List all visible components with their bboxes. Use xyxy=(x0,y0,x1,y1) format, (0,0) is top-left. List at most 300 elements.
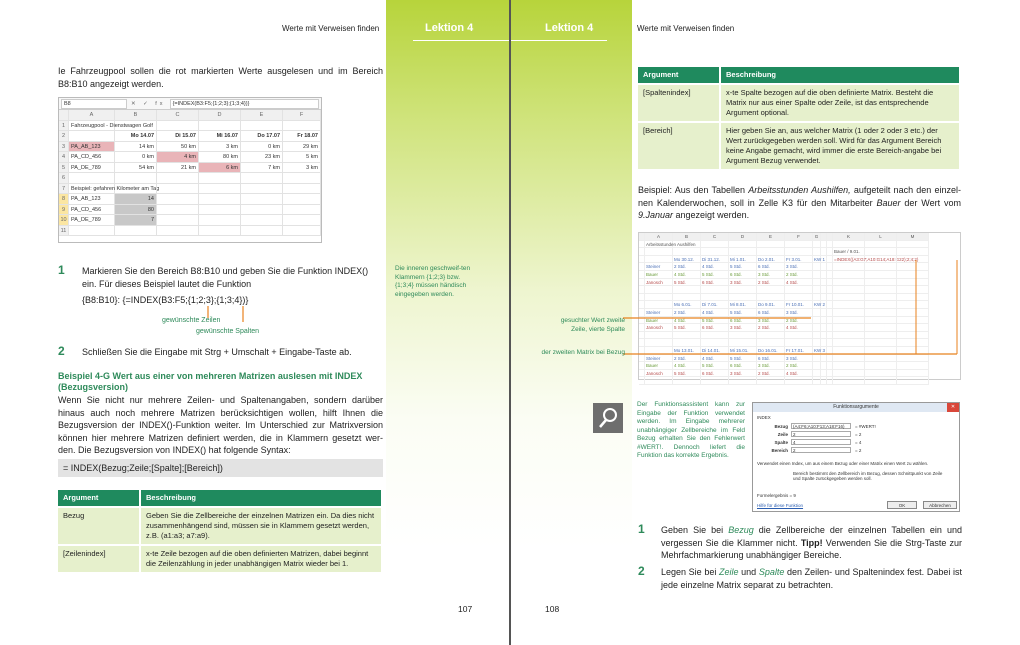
argument-table-right xyxy=(638,67,961,169)
grid-cell: Mo 30.12. xyxy=(673,256,701,264)
step1-text-a: Geben Sie bei xyxy=(661,525,729,535)
step1-text-c: Verwenden Sie die Strg-Taste zur Mehrfachmarkierung unabhängiger Bereiche. xyxy=(661,537,962,560)
example-text-d: angezeigt werden. xyxy=(673,210,750,220)
dialog-arg-row xyxy=(757,431,861,437)
grid-cell: 4 Std. xyxy=(701,309,729,317)
grid-cell: 2 Std. xyxy=(673,355,701,363)
cell-argument: [Zeilenindex] xyxy=(58,545,140,572)
grid-cell: Fr 18.07 xyxy=(283,131,321,142)
arg-input[interactable]: (A4:F6;A10:F13;A18:F16) xyxy=(791,423,851,429)
grid-cell: Mo 14.07 xyxy=(115,131,157,142)
running-head-right: Werte mit Verweisen finden xyxy=(637,24,735,33)
grid-cell: 5 Std. xyxy=(673,324,701,332)
ok-button[interactable]: OK xyxy=(887,501,917,509)
grid-cell: Beispiel: gefahren Kilometer am Tag xyxy=(69,184,115,195)
arg-input[interactable]: 4 xyxy=(791,439,851,445)
grid-cell xyxy=(157,184,199,195)
grid-cell: PA_AB_123 xyxy=(69,194,115,205)
grid-cell: 3 Std. xyxy=(757,317,785,325)
grid-cell: PA_CD_456 xyxy=(69,152,115,163)
grid-cell: KW 3 xyxy=(814,347,826,353)
grid-cell xyxy=(283,215,321,226)
formula-result-text: Formelergebnis = 9 xyxy=(757,493,796,498)
dialog-help-link[interactable] xyxy=(757,503,803,508)
arg-result: = 2 xyxy=(855,447,862,453)
grid-cell: 4 Std. xyxy=(785,279,813,287)
table-header-row xyxy=(638,67,960,84)
arg-label: Spalte xyxy=(774,439,788,445)
cell-argument: Bezug xyxy=(58,507,140,545)
lektion-underline-left xyxy=(413,40,509,41)
margin-note-value: gesuchter Wert zweite Zeile, vierte Spalte xyxy=(560,317,625,333)
lektion-underline-right xyxy=(511,40,607,41)
grid-cell: 5 Std. xyxy=(673,279,701,287)
grid-cell: PA_CD_456 xyxy=(69,205,115,216)
grid-cell xyxy=(157,194,199,205)
grid-cell xyxy=(785,377,813,385)
grid-cell: Di 15.07 xyxy=(157,131,199,142)
grid-cell xyxy=(199,121,241,132)
grid-cell: Fr 3.01. xyxy=(785,256,813,264)
grid-cell: 6 Std. xyxy=(701,279,729,287)
cell-description: x-te Spalte bezogen auf die oben definierte Matrix. Besteht die Matrix nur aus einer Spalte oder Zeile, ist das entsprechende Argument optional. xyxy=(720,84,960,122)
grid-cell: 4 Std. xyxy=(673,362,701,370)
grid-cell xyxy=(69,131,115,142)
grid-cell xyxy=(865,362,897,370)
column-header: C xyxy=(157,110,199,121)
close-icon[interactable]: ✕ xyxy=(947,403,959,412)
step1-em: Bezug xyxy=(728,525,754,535)
grid-cell xyxy=(241,215,283,226)
page-number-left: 107 xyxy=(458,604,473,614)
grid-cell xyxy=(157,121,199,132)
grid-cell xyxy=(283,205,321,216)
example-em-3: 9.Januar xyxy=(638,210,674,220)
left-page xyxy=(0,0,509,645)
grid-cell xyxy=(813,377,821,385)
grid-cell: 14 xyxy=(115,194,157,205)
grid-cell: 4 Std. xyxy=(785,324,813,332)
grid-cell: 5 Std. xyxy=(673,370,701,378)
grid-cell: KW 1 xyxy=(814,256,826,262)
column-header: A xyxy=(645,233,673,241)
column-header xyxy=(59,110,69,121)
example-em-2: Bauer xyxy=(876,197,901,208)
annotation-cols: gewünschte Spalten xyxy=(196,328,260,335)
grid-cell: Steiner xyxy=(645,355,673,363)
grid-cell: 6 Std. xyxy=(757,263,785,271)
arg-input[interactable]: 2 xyxy=(791,447,851,453)
grid-cell: Mo 13.01. xyxy=(673,347,701,355)
grid-cell xyxy=(69,226,115,237)
cell-argument: [Bereich] xyxy=(638,122,720,169)
grid-cell xyxy=(115,121,157,132)
grid-cell xyxy=(897,241,929,249)
grid-cell: 2 Std. xyxy=(757,279,785,287)
grid-cell: 6 Std. xyxy=(729,362,757,370)
grid-cell xyxy=(785,241,813,249)
annotation-rows: gewünschte Zeilen xyxy=(162,317,221,324)
grid-cell: 80 km xyxy=(199,152,241,163)
grid-cell: Fr 10.01. xyxy=(785,301,813,309)
grid-cell: 3 Std. xyxy=(785,263,813,271)
example-text-b: aufgeteilt nach den einzel-nen Kalenderwochen, soll in Zelle K3 für den Mitarbeiter xyxy=(638,185,961,208)
grid-cell xyxy=(283,226,321,237)
grid-cell xyxy=(199,226,241,237)
step-number-1: 1 xyxy=(58,263,65,277)
formula-input[interactable]: {=INDEX(B3:F5;{1;2;3};{1;3;4})} xyxy=(170,99,319,109)
grid-cell: KW 2 xyxy=(814,302,826,308)
grid-cell: 2 Std. xyxy=(757,370,785,378)
grid-cell: 4 km xyxy=(157,152,199,163)
formula-bar xyxy=(59,98,321,110)
column-header: A xyxy=(69,110,115,121)
page-number-right: 108 xyxy=(545,604,560,614)
grid-cell: 6 Std. xyxy=(729,271,757,279)
syntax-box: = INDEX(Bezug;Zeile;[Spalte];[Bereich]) xyxy=(58,459,383,477)
intro-paragraph: Ie Fahrzeugpool sollen die rot markierten Werte ausgelesen und im Bereich B8:B10 angezeigt werden. xyxy=(58,66,383,89)
dialog-desc-text: Verwendet einen Index, um aus einem Bezug oder einer Matrix einen Wert zu wählen. xyxy=(757,461,929,466)
grid-cell: 6 Std. xyxy=(701,324,729,332)
callout-lines xyxy=(511,250,1020,360)
grid-cell: 80 xyxy=(115,205,157,216)
grid-cell: 4 Std. xyxy=(701,355,729,363)
cell-description: Hier geben Sie an, aus welcher Matrix (1 oder 2 oder 3 etc.) der Wert zurückgegeben werden soll. Wird für das Argument Bereich keine Angabe gemacht, wird immer die erste Bereich-angabe bei Argument Bezug verwendet. xyxy=(720,122,960,169)
row-header: 8 xyxy=(59,194,69,205)
dialog-title: Funktionsargumente xyxy=(833,404,879,410)
column-header: B xyxy=(115,110,157,121)
row-header: 11 xyxy=(59,226,69,237)
grid-cell xyxy=(283,194,321,205)
step-number-2: 2 xyxy=(58,344,65,358)
column-header: F xyxy=(785,233,813,241)
column-header: E xyxy=(757,233,785,241)
step2-em-2: Spalte xyxy=(758,567,785,577)
grid-cell xyxy=(645,377,673,385)
col-header-beschreibung: Beschreibung xyxy=(720,67,960,84)
grid-cell: 5 Std. xyxy=(729,263,757,271)
grid-cell: 3 Std. xyxy=(785,309,813,317)
grid-cell xyxy=(757,241,785,249)
example-paragraph: Wenn Sie nicht nur mehrere Zeilen- und Spaltenangaben, sondern darüber hinaus auch noch mehrere Matrizen berücksichtigen wollen, hilft Ihnen die Bezugsversion der INDEX()-Funktion weiter. Im Unterschied zur Matrixversion können hier mehrere Matrizen definiert werden, die in Klammern gesetzt wer-den. Die Bezugsversion von INDEX() hat folgende Syntax: xyxy=(58,395,383,455)
magnifier-icon xyxy=(593,403,623,433)
function-arguments-dialog xyxy=(752,402,960,512)
grid-cell: 50 km xyxy=(157,142,199,153)
column-header: F xyxy=(283,110,321,121)
column-header: G xyxy=(813,233,821,241)
grid-cell xyxy=(115,173,157,184)
column-header: C xyxy=(701,233,729,241)
column-header: B xyxy=(673,233,701,241)
example-paragraph-right xyxy=(638,184,961,222)
dialog-description xyxy=(757,461,957,466)
step-2-text-right xyxy=(661,566,962,591)
grid-cell: 3 Std. xyxy=(785,355,813,363)
arg-input[interactable]: 2 xyxy=(791,431,851,437)
grid-cell xyxy=(157,226,199,237)
grid-cell: Fr 17.01. xyxy=(785,347,813,355)
grid-cell: 23 km xyxy=(241,152,283,163)
grid-cell xyxy=(241,184,283,195)
grid-cell xyxy=(833,241,865,249)
step1-text-b: die Zellbereiche der einzelnen Tabellen ein und vergessen Sie die Klammer nicht. xyxy=(661,525,963,548)
grid-cell: 5 km xyxy=(283,152,321,163)
lektion-label-left: Lektion 4 xyxy=(425,22,474,34)
column-header: E xyxy=(241,110,283,121)
lektion-label-right: Lektion 4 xyxy=(545,22,594,34)
step-1-formula: {B8:B10}: {=INDEX(B3:F5;{1;2;3};{1;3;4})} xyxy=(82,295,249,305)
grid-cell: 3 Std. xyxy=(729,370,757,378)
dialog-titlebar xyxy=(753,403,959,412)
arg-result: = 2 xyxy=(855,431,862,437)
step2-text-a: Legen Sie bei xyxy=(661,567,719,577)
table-header-row xyxy=(58,490,382,507)
grid-cell: Di 7.01. xyxy=(701,301,729,309)
step-number-1-right: 1 xyxy=(638,522,645,536)
grid-cell: Arbeitsstunden Aushilfen xyxy=(646,241,696,247)
grid-cell: Janosch xyxy=(645,279,673,287)
help-link-text[interactable]: Hilfe für diese Funktion xyxy=(757,503,804,508)
grid-cell xyxy=(833,377,865,385)
grid-cell xyxy=(199,184,241,195)
column-header: L xyxy=(865,233,897,241)
grid-cell: 7 km xyxy=(241,163,283,174)
grid-cell: PA_DE_789 xyxy=(69,163,115,174)
grid-cell: 4 Std. xyxy=(673,317,701,325)
grid-cell: =INDEX((A3:G7;A10:G14;A18:G22);2;4;2) xyxy=(834,256,919,262)
cell-description: Geben Sie die Zellbereiche der einzelnen Matrizen ein. Da dies nicht zusammenhängend sind, müssen sie in Klammern gesetzt werden, z.B. (a1:a3; a7:a9). xyxy=(140,507,382,545)
step-1-text-right xyxy=(661,524,962,562)
grid-cell: 6 Std. xyxy=(757,355,785,363)
grid-cell xyxy=(157,173,199,184)
grid-cell xyxy=(897,370,929,378)
row-header: 7 xyxy=(59,184,69,195)
grid-cell xyxy=(241,226,283,237)
grid-cell: 3 Std. xyxy=(729,279,757,287)
grid-cell xyxy=(673,241,701,249)
grid-cell: 3 Std. xyxy=(729,324,757,332)
grid-cell: 2 Std. xyxy=(673,263,701,271)
grid-cell: Mi 15.01. xyxy=(729,347,757,355)
step-1-text: Markieren Sie den Bereich B8:B10 und geben Sie die Funktion INDEX() ein. Für dieses Beispiel lautet die Funktion xyxy=(82,266,369,289)
grid-cell: 2 Std. xyxy=(785,317,813,325)
grid-cell: 4 Std. xyxy=(785,370,813,378)
arg-result: = 4 xyxy=(855,439,862,445)
grid-cell: 4 Std. xyxy=(673,271,701,279)
step2-text-b: und xyxy=(738,567,759,577)
grid-cell: 6 Std. xyxy=(757,309,785,317)
grid-cell: 3 km xyxy=(199,142,241,153)
grid-cell: 3 Std. xyxy=(757,271,785,279)
grid-cell: 2 Std. xyxy=(673,309,701,317)
row-header: 1 xyxy=(59,121,69,132)
grid-cell xyxy=(157,205,199,216)
grid-cell: 3 Std. xyxy=(757,362,785,370)
grid-cell xyxy=(673,377,701,385)
grid-cell xyxy=(701,241,729,249)
spreadsheet-grid xyxy=(59,110,321,236)
grid-cell: 6 km xyxy=(199,163,241,174)
grid-cell xyxy=(199,205,241,216)
col-header-argument: Argument xyxy=(58,490,140,507)
column-header: D xyxy=(729,233,757,241)
row-header: 4 xyxy=(59,152,69,163)
arg-label: Bezug xyxy=(774,423,788,429)
margin-note-brackets: Die inneren geschweif-ten Klammern {1;2;3} bzw. {1;3;4} müssen händisch eingegeben werden. xyxy=(395,265,471,298)
grid-cell xyxy=(241,205,283,216)
right-page xyxy=(511,0,1020,645)
grid-cell: PA_DE_789 xyxy=(69,215,115,226)
grid-cell xyxy=(729,377,757,385)
example-heading: Beispiel 4-G Wert aus einer von mehreren Matrizen auslesen mit INDEX (Bezugsversion) xyxy=(58,371,363,392)
grid-cell xyxy=(865,241,897,249)
step-2-text: Schließen Sie die Eingabe mit Strg + Umschalt + Eingabe-Taste ab. xyxy=(82,347,352,357)
grid-cell xyxy=(833,370,865,378)
grid-cell: 2 Std. xyxy=(757,324,785,332)
grid-cell xyxy=(813,241,821,249)
grid-cell: Fahrzeugpool - Dienstwagen Golf xyxy=(69,121,115,132)
grid-cell: 2 Std. xyxy=(785,362,813,370)
grid-cell: 6 Std. xyxy=(701,370,729,378)
margin-note-bezug: der zweiten Matrix bei Bezug xyxy=(541,349,625,356)
example-text-c: der Wert vom xyxy=(900,197,961,208)
grid-cell: 5 Std. xyxy=(729,355,757,363)
step1-tip: Tipp! xyxy=(800,537,823,548)
lektion-tab-left xyxy=(386,0,509,645)
grid-cell: Bauer xyxy=(645,317,673,325)
name-box[interactable]: B8 xyxy=(61,99,127,109)
grid-cell: Do 16.01. xyxy=(757,347,785,355)
col-header-beschreibung: Beschreibung xyxy=(140,490,382,507)
grid-cell xyxy=(813,362,821,370)
grid-cell xyxy=(897,362,929,370)
dialog-description-2 xyxy=(793,471,943,481)
grid-cell xyxy=(729,241,757,249)
column-header: M xyxy=(897,233,929,241)
grid-cell: Janosch xyxy=(645,324,673,332)
grid-cell: 7 xyxy=(115,215,157,226)
grid-cell: Do 9.01. xyxy=(757,301,785,309)
grid-cell: 6 Std. xyxy=(729,317,757,325)
table-row xyxy=(58,507,382,545)
grid-cell xyxy=(199,194,241,205)
cell-argument: [Spaltenindex] xyxy=(638,84,720,122)
grid-cell xyxy=(833,362,865,370)
row-header: 2 xyxy=(59,131,69,142)
col-header-argument: Argument xyxy=(638,67,720,84)
grid-cell xyxy=(897,377,929,385)
grid-cell: Bauer xyxy=(645,362,673,370)
grid-cell: 5 Std. xyxy=(701,362,729,370)
grid-cell xyxy=(283,121,321,132)
argument-table-left xyxy=(58,490,383,572)
grid-cell: 0 km xyxy=(241,142,283,153)
dialog-desc2-text: Bereich bestimmt den Zellbereich im Bezug, dessen Schnittpunkt von Zeile und Spalte zurückgegeben werden soll. xyxy=(793,471,943,481)
example-text-a: Beispiel: Aus den Tabellen xyxy=(638,185,749,195)
grid-cell: 0 km xyxy=(115,152,157,163)
grid-cell xyxy=(865,377,897,385)
grid-cell: 3 km xyxy=(283,163,321,174)
grid-cell xyxy=(283,173,321,184)
grid-cell xyxy=(241,121,283,132)
fx-icon: ✕ ✓ fx xyxy=(131,100,166,107)
grid-cell: 29 km xyxy=(283,142,321,153)
column-header: D xyxy=(199,110,241,121)
cell-description: x-te Zeile bezogen auf die oben definierten Matrizen, dabei beginnt die Zeilenzählung in jeder unabhängigen Matrix wieder bei 1. xyxy=(140,545,382,572)
arg-label: Zeile xyxy=(777,431,788,437)
grid-cell: Bauer / 9.01. xyxy=(833,248,865,256)
row-header: 9 xyxy=(59,205,69,216)
table-row xyxy=(638,122,960,169)
grid-cell: Mi 16.07 xyxy=(199,131,241,142)
grid-cell xyxy=(283,184,321,195)
grid-cell xyxy=(157,215,199,226)
grid-cell: Steiner xyxy=(645,263,673,271)
grid-cell: Bauer xyxy=(645,271,673,279)
info-note-assistant: Der Funktionsassistent kann zur Eingabe der Funktion verwendet werden. Im Eingabe mehrerer unabhängiger Zellbereiche im Feld Bezug erhalten Sie den Fehlerwert #WERT!. Dennoch liefert die Funktion das korrekte Ergebnis. xyxy=(637,401,745,459)
dialog-arg-row xyxy=(757,447,861,453)
grid-cell xyxy=(69,173,115,184)
grid-cell: Do 17.07 xyxy=(241,131,283,142)
grid-cell: Di 31.12. xyxy=(701,256,729,264)
running-head-left: Werte mit Verweisen finden xyxy=(282,24,380,33)
grid-cell xyxy=(241,173,283,184)
row-header: 5 xyxy=(59,163,69,174)
grid-cell xyxy=(757,377,785,385)
func-label: INDEX xyxy=(757,415,771,420)
grid-cell: 5 Std. xyxy=(729,309,757,317)
dialog-func-name xyxy=(757,415,771,420)
grid-cell: 14 km xyxy=(115,142,157,153)
grid-cell: Steiner xyxy=(645,309,673,317)
dialog-arg-row xyxy=(757,439,861,445)
dialog-formula-result xyxy=(757,493,796,498)
dialog-arg-row xyxy=(757,423,876,429)
row-header: 6 xyxy=(59,173,69,184)
grid-cell: PA_AB_123 xyxy=(69,142,115,153)
step-number-2-right: 2 xyxy=(638,564,645,578)
table-row xyxy=(58,545,382,572)
column-header: K xyxy=(833,233,865,241)
cancel-button[interactable]: Abbrechen xyxy=(923,501,957,509)
grid-cell: Do 2.01. xyxy=(757,256,785,264)
grid-cell: 21 km xyxy=(157,163,199,174)
grid-cell: 2 Std. xyxy=(785,271,813,279)
grid-cell xyxy=(199,173,241,184)
arg-label: Bereich xyxy=(771,447,788,453)
grid-cell xyxy=(865,370,897,378)
excel-screenshot-fahrzeugpool xyxy=(58,97,322,243)
grid-cell: 5 Std. xyxy=(701,271,729,279)
grid-cell: Mi 8.01. xyxy=(729,301,757,309)
grid-cell xyxy=(813,370,821,378)
grid-cell: Mo 6.01. xyxy=(673,301,701,309)
arg-result: = #WERT! xyxy=(855,423,876,429)
grid-cell xyxy=(115,184,157,195)
step2-text-c: den Zeilen- und Spaltenindex fest. Dabei ist jede einzelne Matrix separat zu betrachten. xyxy=(661,567,962,590)
grid-cell: Janosch xyxy=(645,370,673,378)
table-row xyxy=(638,84,960,122)
grid-cell: 54 km xyxy=(115,163,157,174)
grid-cell xyxy=(701,377,729,385)
grid-cell: 4 Std. xyxy=(701,263,729,271)
row-header: 10 xyxy=(59,215,69,226)
example-em-1: Arbeitsstunden Aushilfen, xyxy=(748,185,851,195)
row-header: 3 xyxy=(59,142,69,153)
step2-em-1: Zeile xyxy=(719,567,739,577)
grid-cell xyxy=(115,226,157,237)
grid-cell: Mi 1.01. xyxy=(729,256,757,264)
